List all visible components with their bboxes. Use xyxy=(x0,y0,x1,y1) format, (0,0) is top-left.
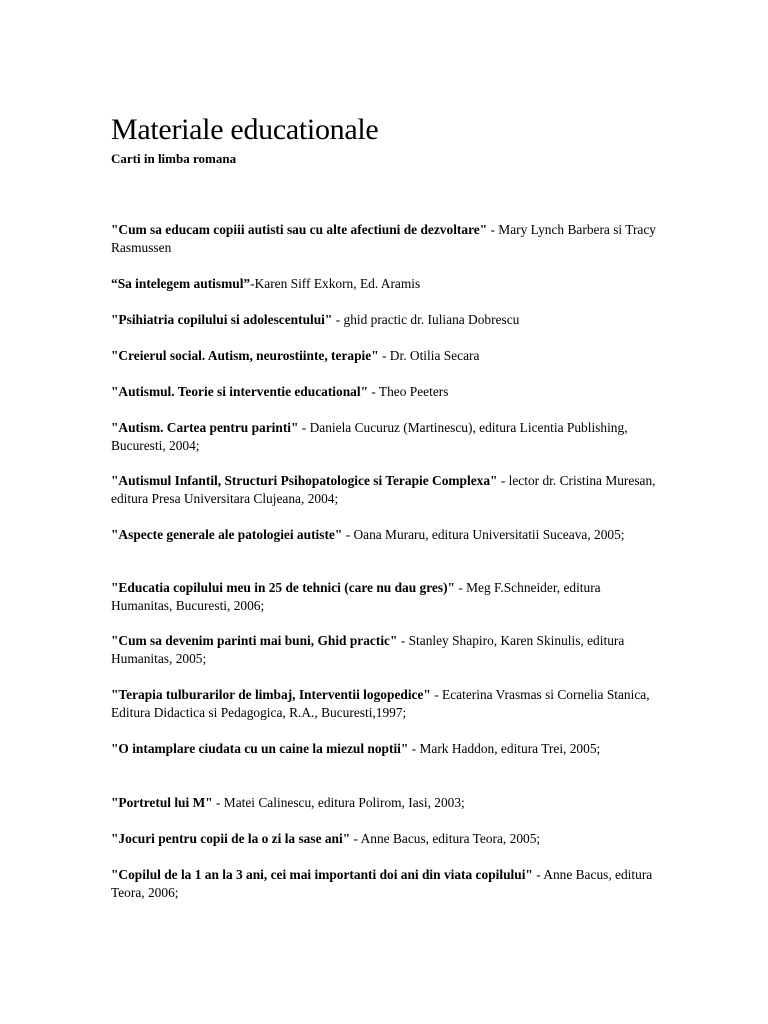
book-title: "O intamplare ciudata cu un caine la miezul noptii" xyxy=(111,741,409,756)
book-entry xyxy=(111,311,656,329)
book-entry xyxy=(111,830,656,848)
book-author-publisher: - Matei Calinescu, editura Polirom, Iasi, 2003; xyxy=(212,795,465,810)
book-author-publisher: - Ecaterina Vrasmas si Cornelia Stanica, Editura Didactica si Pedagogica, R.A., Bucuresti,1997; xyxy=(111,687,650,720)
book-author-publisher: - ghid practic dr. Iuliana Dobrescu xyxy=(332,312,520,327)
book-author-publisher: - Anne Bacus, editura Teora, 2006; xyxy=(111,867,653,900)
book-entry xyxy=(111,472,656,508)
book-title: "Aspecte generale ale patologiei autiste" xyxy=(111,527,343,542)
book-title: "Cum sa educam copiii autisti sau cu alte afectiuni de dezvoltare" xyxy=(111,222,488,237)
book-title: "Jocuri pentru copii de la o zi la sase ani" xyxy=(111,831,351,846)
book-author-publisher: - Anne Bacus, editura Teora, 2005; xyxy=(350,831,541,846)
book-title: "Autism. Cartea pentru parinti" xyxy=(111,420,299,435)
book-entry xyxy=(111,579,656,615)
book-title: "Educatia copilului meu in 25 de tehnici (care nu dau gres)" xyxy=(111,580,455,595)
book-entry xyxy=(111,275,656,293)
book-author-publisher: - Mary Lynch Barbera si Tracy Rasmussen xyxy=(111,222,656,255)
book-entry xyxy=(111,632,656,668)
book-author-publisher: - lector dr. Cristina Muresan, editura Presa Universitara Clujeana, 2004; xyxy=(111,473,656,506)
book-author-publisher: - Theo Peeters xyxy=(368,384,449,399)
book-entry xyxy=(111,419,656,455)
book-title: "Cum sa devenim parinti mai buni, Ghid practic" xyxy=(111,633,398,648)
book-title: "Autismul Infantil, Structuri Psihopatologice si Terapie Complexa" xyxy=(111,473,498,488)
book-author-publisher: - Dr. Otilia Secara xyxy=(378,348,480,363)
book-entry xyxy=(111,221,656,257)
book-title: “Sa intelegem autismul” xyxy=(111,276,251,291)
book-entry xyxy=(111,740,656,758)
book-entry xyxy=(111,794,656,812)
book-entry xyxy=(111,866,656,902)
book-author-publisher: - Meg F.Schneider, editura Humanitas, Bucuresti, 2006; xyxy=(111,580,601,613)
book-author-publisher: -Karen Siff Exkorn, Ed. Aramis xyxy=(250,276,421,291)
book-title: "Copilul de la 1 an la 3 ani, cei mai importanti doi ani din viata copilului" xyxy=(111,867,533,882)
book-title: "Terapia tulburarilor de limbaj, Interventii logopedice" xyxy=(111,687,431,702)
book-entry xyxy=(111,686,656,722)
book-entry xyxy=(111,383,656,401)
book-author-publisher: - Mark Haddon, editura Trei, 2005; xyxy=(408,741,601,756)
page-title: Materiale educationale xyxy=(111,113,379,146)
book-title: "Portretul lui M" xyxy=(111,795,213,810)
page-subtitle: Carti in limba romana xyxy=(111,151,237,166)
book-author-publisher: - Oana Muraru, editura Universitatii Suceava, 2005; xyxy=(342,527,625,542)
book-entry xyxy=(111,347,656,365)
book-title: "Creierul social. Autism, neurostiinte, terapie" xyxy=(111,348,379,363)
book-title: "Autismul. Teorie si interventie educational" xyxy=(111,384,369,399)
book-author-publisher: - Daniela Cucuruz (Martinescu), editura Licentia Publishing, Bucuresti, 2004; xyxy=(111,420,628,453)
document-page xyxy=(111,112,656,168)
book-entry xyxy=(111,526,656,544)
book-title: "Psihiatria copilului si adolescentului" xyxy=(111,312,333,327)
book-author-publisher: - Stanley Shapiro, Karen Skinulis, editura Humanitas, 2005; xyxy=(111,633,625,666)
